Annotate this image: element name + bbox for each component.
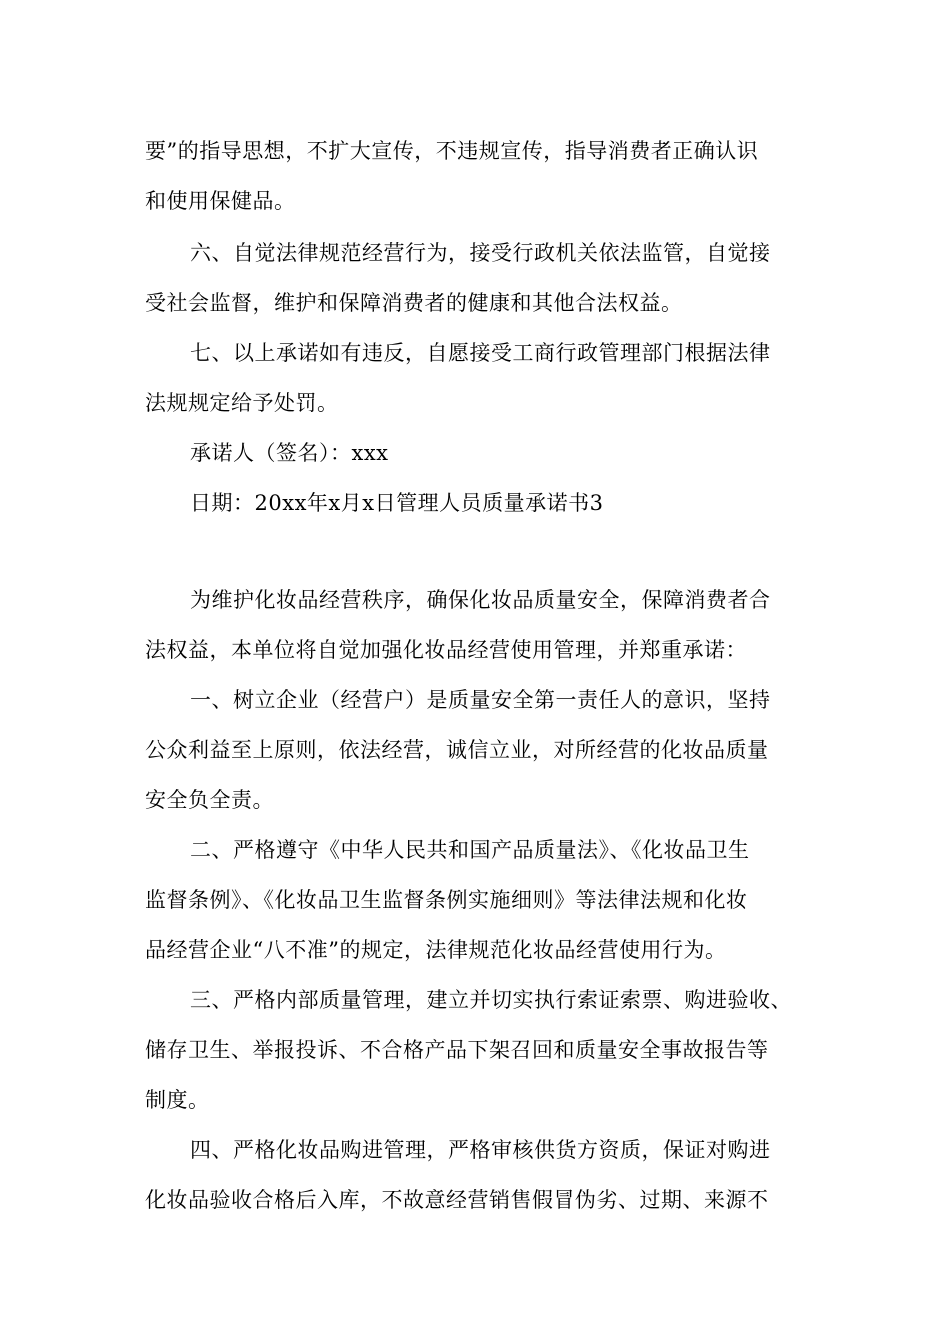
text-line-18: 储存卫生、举报投诉、不合格产品下架召回和质量安全事故报告等 [145, 1038, 769, 1062]
text-line-12: 公众利益至上原则，依法经营，诚信立业，对所经营的化妆品质量 [145, 738, 769, 762]
text-line-19: 制度。 [145, 1088, 210, 1112]
text-line-20: 四、严格化妆品购进管理，严格审核供货方资质，保证对购进 [190, 1138, 771, 1162]
text-line-4: 受社会监督，维护和保障消费者的健康和其他合法权益。 [145, 291, 683, 315]
signature-line: 承诺人（签名）：xxx [190, 441, 389, 465]
text-line-10: 法权益，本单位将自觉加强化妆品经营使用管理，并郑重承诺： [145, 638, 747, 662]
text-line-1: 要”的指导思想，不扩大宣传，不违规宣传，指导消费者正确认识 [145, 139, 759, 163]
text-line-17: 三、严格内部质量管理，建立并切实执行索证索票、购进验收、 [190, 988, 792, 1012]
text-line-9: 为维护化妆品经营秩序，确保化妆品质量安全，保障消费者合 [190, 588, 771, 612]
text-line-14: 二、严格遵守《中华人民共和国产品质量法》、《化妆品卫生 [190, 838, 750, 862]
date-line: 日期：20xx年x月x日管理人员质量承诺书3 [190, 491, 604, 515]
text-line-15: 监督条例》、《化妆品卫生监督条例实施细则》等法律法规和化妆 [145, 888, 748, 912]
text-line-3: 六、自觉法律规范经营行为，接受行政机关依法监管，自觉接 [190, 241, 771, 265]
text-line-21: 化妆品验收合格后入库，不故意经营销售假冒伪劣、过期、来源不 [145, 1188, 769, 1212]
text-line-11: 一、树立企业（经营户）是质量安全第一责任人的意识，坚持 [190, 688, 771, 712]
text-line-5: 七、以上承诺如有违反，自愿接受工商行政管理部门根据法律 [190, 341, 771, 365]
text-line-13: 安全负全责。 [145, 788, 274, 812]
text-line-2: 和使用保健品。 [145, 189, 296, 213]
text-line-16: 品经营企业“八不准”的规定，法律规范化妆品经营使用行为。 [145, 938, 727, 962]
text-line-6: 法规规定给予处罚。 [145, 391, 339, 415]
